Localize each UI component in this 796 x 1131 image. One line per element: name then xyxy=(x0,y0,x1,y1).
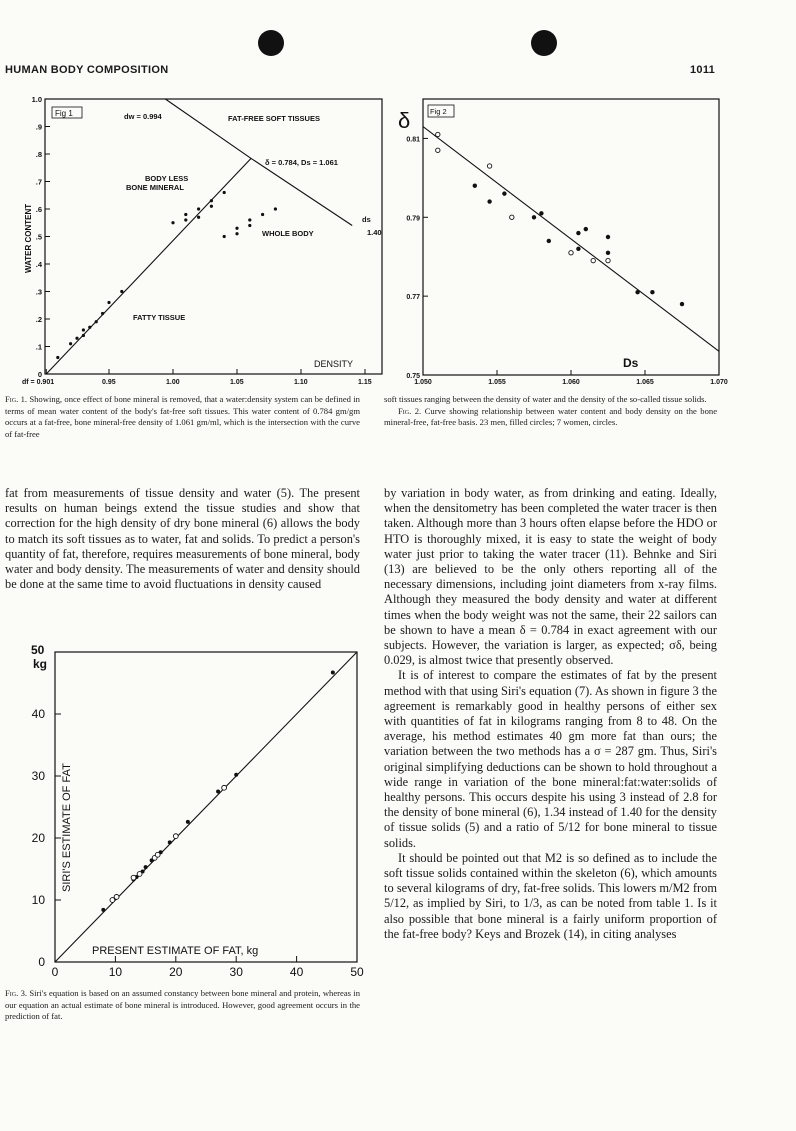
fig3-xtick-label: 0 xyxy=(51,965,59,979)
fig3-xtick-label: 30 xyxy=(229,965,243,979)
fig3-ytick-label: 30 xyxy=(31,769,45,783)
right-column-text xyxy=(384,486,717,942)
fig3-women-point xyxy=(173,834,178,839)
fig2-caption-pre: soft tissues ranging between the density of water and the density of the so-called tissue solids. xyxy=(384,394,707,404)
fig1-data-point xyxy=(82,328,85,331)
fig3-men-point xyxy=(216,790,220,794)
figure-3 xyxy=(0,640,372,980)
fig2-men-point xyxy=(473,184,477,188)
fig1-ytick-label: .5 xyxy=(35,232,42,242)
fig2-men-point xyxy=(606,251,610,255)
fig1-data-point xyxy=(75,337,78,340)
fig1-data-point xyxy=(248,218,251,221)
fig1-ytick-label: .9 xyxy=(35,122,42,132)
fig1-data-point xyxy=(274,207,277,210)
fig2-label: Fig 2 xyxy=(430,107,447,116)
fig1-ytick-label: .6 xyxy=(35,205,42,214)
fig2-men-point xyxy=(680,302,684,306)
fig1-data-point xyxy=(261,213,264,216)
fig2-women-point xyxy=(606,258,610,262)
fig3-women-point xyxy=(137,872,142,877)
fig3-caption-label: Fig. 3. xyxy=(5,988,28,998)
fig1-fatfree-label: FAT-FREE SOFT TISSUES xyxy=(228,114,320,123)
fig2-men-point xyxy=(635,290,639,294)
fig2-men-point xyxy=(606,235,610,239)
fig3-ytick-label: 20 xyxy=(31,831,45,845)
fig3-men-point xyxy=(186,820,190,824)
fig3-ytick-label: 0 xyxy=(38,955,45,969)
figure-2 xyxy=(393,90,728,392)
fig2-fit-line xyxy=(423,127,719,352)
fig2-men-point xyxy=(487,199,491,203)
fig1-data-point xyxy=(223,235,226,238)
fig2-ytick-label: 0.79 xyxy=(406,215,420,223)
fig1-ytick-label: 0 xyxy=(37,370,42,379)
fig1-xtick-label: 1.10 xyxy=(294,379,308,386)
fig2-caption xyxy=(384,394,717,429)
fig2-xtick-label: 1.070 xyxy=(710,379,728,386)
fig1-data-point xyxy=(184,218,187,221)
fig1-xtick-label: df = 0.901 xyxy=(22,379,55,386)
fig3-caption xyxy=(5,988,360,1023)
fig1-data-point xyxy=(95,320,98,323)
fig3-xtick-label: 10 xyxy=(108,965,123,979)
fig2-men-point xyxy=(539,211,543,215)
fig2-women-point xyxy=(487,164,491,168)
fig2-ytick-label: 0.75 xyxy=(406,373,420,380)
fig1-data-point xyxy=(235,232,238,235)
fig1-delta: δ = 0.784, Ds = 1.061 xyxy=(265,158,338,167)
fig1-data-point xyxy=(235,227,238,230)
fig2-xtick-label: 1.050 xyxy=(414,379,432,386)
fig1-data-point xyxy=(82,334,85,337)
fig1-bone-label-2: BONE MINERAL xyxy=(126,183,184,192)
fig3-women-point xyxy=(131,875,136,880)
fig3-men-point xyxy=(101,908,105,912)
fig3-identity-line xyxy=(55,652,357,962)
figure-1 xyxy=(0,88,385,390)
fig3-ylabel: SIRI'S ESTIMATE OF FAT xyxy=(61,763,73,892)
fig3-women-point xyxy=(114,895,119,900)
fig3-women-point xyxy=(110,898,115,903)
fig1-xtick-label: 1.05 xyxy=(230,379,244,386)
fig2-women-point xyxy=(510,215,514,219)
fig2-men-point xyxy=(584,227,588,231)
fig1-data-point xyxy=(107,301,110,304)
fig2-men-point xyxy=(576,247,580,251)
fig3-women-point xyxy=(222,785,227,790)
fig2-women-point xyxy=(436,148,440,152)
fig1-data-point xyxy=(120,290,123,293)
fig1-ds: ds xyxy=(362,215,371,224)
fig1-ytick-label: .1 xyxy=(35,342,42,352)
fig2-men-point xyxy=(576,231,580,235)
fig2-women-point xyxy=(569,251,573,255)
fig2-women-point xyxy=(436,132,440,136)
fig1-ds-value: 1.40 xyxy=(367,228,382,237)
fig2-caption-text: Curve showing relationship between water content and body density on the bone mineral-free, fat-free basis. 23 men, filled circles; 7 women, circles. xyxy=(384,405,718,428)
fig2-xtick-label: 1.065 xyxy=(636,379,654,386)
fig3-men-point xyxy=(234,773,238,777)
fig1-data-point xyxy=(210,199,213,202)
fig1-data-point xyxy=(223,191,226,194)
fig1-data-point xyxy=(101,312,104,315)
fig1-data-point xyxy=(197,207,200,210)
fig3-xtick-label: 20 xyxy=(169,965,183,979)
fig2-xlabel: Ds xyxy=(623,356,639,370)
fig1-whole-label: WHOLE BODY xyxy=(262,229,314,238)
fig1-caption-label: Fig. 1. xyxy=(5,394,28,404)
fig1-caption xyxy=(5,394,360,440)
fig1-xlabel: DENSITY xyxy=(314,359,354,369)
fig2-ylabel: δ xyxy=(398,108,411,133)
fig3-men-point xyxy=(144,865,148,869)
fig1-xtick-label: 1.00 xyxy=(166,379,180,386)
fig1-fatty-label: FATTY TISSUE xyxy=(133,313,186,322)
left-paragraph: fat from measurements of tissue density and water (5). The present results on human beings extend the tissue studies and show that correction for the high density of dry bone mineral (6) allows the body to match its soft tissues as to water, fat and solids. To predict a person's quantity of fat, therefore, requires measurements of bone mineral, body water and body density. The measurements of water and density should be done at the same time to avoid fluctuations in density caused xyxy=(5,486,360,592)
fig1-data-point xyxy=(69,342,72,345)
running-header-title: HUMAN BODY COMPOSITION xyxy=(5,64,169,76)
fig2-ytick-label: 0.77 xyxy=(406,294,420,302)
fig2-xtick-label: 1.055 xyxy=(488,379,506,386)
right-paragraph-3: It should be pointed out that M2 is so defined as to include the soft tissue solids contained within the skeleton (6), which amounts to several kilograms of dry, fat-free solids. This lowers m/M2 from 5/12, as implied by Siri, to 1/3, as can be noted from table 1. Is it also possible that bone mineral is a fairly uniform proportion of the fat-free body? Keys and Brozek (14), in citing analyses xyxy=(384,850,717,941)
fig3-men-point xyxy=(331,670,335,674)
fig3-ytick-label: 40 xyxy=(31,707,45,721)
punch-hole-left xyxy=(258,30,284,56)
fig3-ytick-label: 10 xyxy=(31,893,45,907)
fig2-ytick-label: 0.81 xyxy=(406,136,420,144)
page-number: 1011 xyxy=(690,64,716,76)
fig1-label: Fig 1 xyxy=(55,109,73,118)
fig1-data-point xyxy=(184,213,187,216)
fig1-data-point xyxy=(197,216,200,219)
fig3-men-point xyxy=(168,840,172,844)
fig1-ytick-label: .4 xyxy=(35,260,42,269)
fig2-men-point xyxy=(547,239,551,243)
fig3-xtick-label: 50 xyxy=(350,965,364,979)
fig1-dw: dw = 0.994 xyxy=(124,112,162,121)
fig1-ytick-label: .3 xyxy=(35,287,42,297)
fig1-data-point xyxy=(171,221,174,224)
fig1-ylabel: WATER CONTENT xyxy=(24,203,33,273)
fig2-caption-label: Fig. 2. xyxy=(398,405,422,416)
right-paragraph-1: by variation in body water, as from drinking and eating. Ideally, when the densitometry has been completed the water tracer is then taken. Although more than 3 hours often elapse before the HDO or HTO is thoroughly mixed, it is easy to state the weight of body water just prior to taking the water tracer (11). Behnke and Siri (13) are believed to be the only others reporting all of the necessary dimensions, including joint diameters from x-ray films. Although they measured the body density and water at different times when the body weight was not the same, their 22 sailors can be shown to have a mean δ = 0.784 in exact agreement with our subjects. However, the variation is larger, as expected; σδ, being 0.029, is almost twice that presently observed. xyxy=(384,486,717,668)
fig3-women-point xyxy=(155,852,160,857)
fig3-xtick-label: 40 xyxy=(289,965,304,979)
fig3-xlabel: PRESENT ESTIMATE OF FAT, kg xyxy=(92,945,259,957)
right-paragraph-2: It is of interest to compare the estimates of fat by the present method with that using Siri's equation (7). As shown in figure 3 the agreement is remarkably good in healthy persons of either sex with quantities of fat in kilograms ranging from 8 to 48. On the average, his method estimates 40 gm more fat than ours; the variation between the two methods has a σ = 287 gm. Thus, Siri's original simplifying deductions can be shown to hold throughout a wide range in variation of the bone mineral:fat:water:solids of healthy persons. This occurs despite his using 3 instead of 2.8 for the density of bone mineral (6), 1.34 instead of 1.40 for the density of tissue solids (5) and a ratio of 5/12 for bone mineral to tissue solids. xyxy=(384,668,717,850)
fig2-xtick-label: 1.060 xyxy=(562,379,580,386)
fig1-caption-text: Showing, once effect of bone mineral is removed, that a water:density system can be defined in terms of mean water content of the body's fat-free soft tissues. This water content of 0.784 gm/gm occurs at a fat-free, bone mineral-free density of 1.061 gm/ml, which is the intersection with the curve of fat-free xyxy=(5,394,360,439)
fig1-bone-label-1: BODY LESS xyxy=(145,174,189,183)
punch-hole-right xyxy=(531,30,557,56)
fig1-xtick-label: 0.95 xyxy=(102,379,116,386)
fig1-ytick-label: .8 xyxy=(35,150,42,159)
fig1-xtick-label: 1.15 xyxy=(358,379,372,386)
fig2-men-point xyxy=(502,191,506,195)
fig3-y-unit: kg xyxy=(33,657,48,671)
fig1-ytick-label: 1.0 xyxy=(31,95,42,104)
fig2-men-point xyxy=(532,215,536,219)
fig3-y-top: 50 xyxy=(31,643,45,657)
fig1-data-point xyxy=(56,356,59,359)
fig1-data-point xyxy=(248,224,251,227)
fig1-data-point xyxy=(88,326,91,329)
fig1-ytick-label: .2 xyxy=(35,315,42,324)
fig1-ytick-label: .7 xyxy=(35,177,42,187)
fig2-women-point xyxy=(591,258,595,262)
left-column-text xyxy=(5,486,360,592)
fig1-data-point xyxy=(210,205,213,208)
fig3-caption-text: Siri's equation is based on an assumed constancy between bone mineral and protein, whereas in our equation an actual estimate of bone mineral is introduced. However, good agreement occurs in the prediction of fat. xyxy=(5,988,360,1022)
fig2-men-point xyxy=(650,290,654,294)
